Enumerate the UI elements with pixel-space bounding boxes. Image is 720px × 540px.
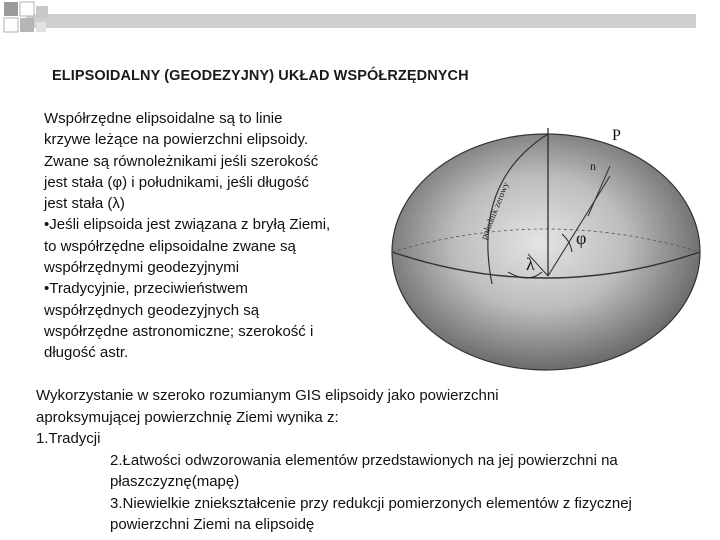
label-phi: φ xyxy=(576,228,587,248)
ellipsoid-diagram xyxy=(388,122,704,380)
list-item-1: 1.Tradycji xyxy=(36,430,101,447)
meridian-label: południk zerowy xyxy=(478,180,511,241)
bottom-line-1: Wykorzystanie w szeroko rozumianym GIS elipsoidy jako powierzchni xyxy=(36,387,499,404)
bottom-text xyxy=(36,385,708,536)
list-item-2: 2.Łatwości odwzorowania elementów przedstawionych na jej powierzchni na płaszczyznę(mapę) xyxy=(110,451,618,490)
intro-paragraph: Współrzędne elipsoidalne są to linie krzywe leżące na powierzchni elipsoidy. Zwane są równoleżnikami jeśli szerokość jest stała (φ) i południkami, jeśli długość jest stała (λ) •Jeśli elipsoida jest związana z bryłą Ziemi, to współrzędne elipsoidalne zwane są współrzędnymi geodezyjnymi •Tradycyjnie, przeciwieństwem współrzędnych geodezyjnych są współrzędne astronomiczne; szerokość i długość astr. xyxy=(44,110,331,362)
label-lambda: λ xyxy=(526,254,535,274)
label-n: n xyxy=(590,159,596,173)
header-decoration xyxy=(0,0,720,40)
ellipsoid-shape xyxy=(392,134,700,370)
list-item-3: 3.Niewielkie zniekształcenie przy redukcji pomierzonych elementów z fizycznej powierzchni Ziemi na elipsoidę xyxy=(110,494,632,533)
page-title: ELIPSOIDALNY (GEODEZYJNY) UKŁAD WSPÓŁRZĘDNYCH xyxy=(52,68,469,84)
bottom-line-2: aproksymującej powierzchnię Ziemi wynika z: xyxy=(36,408,339,426)
label-p: P xyxy=(612,127,621,144)
